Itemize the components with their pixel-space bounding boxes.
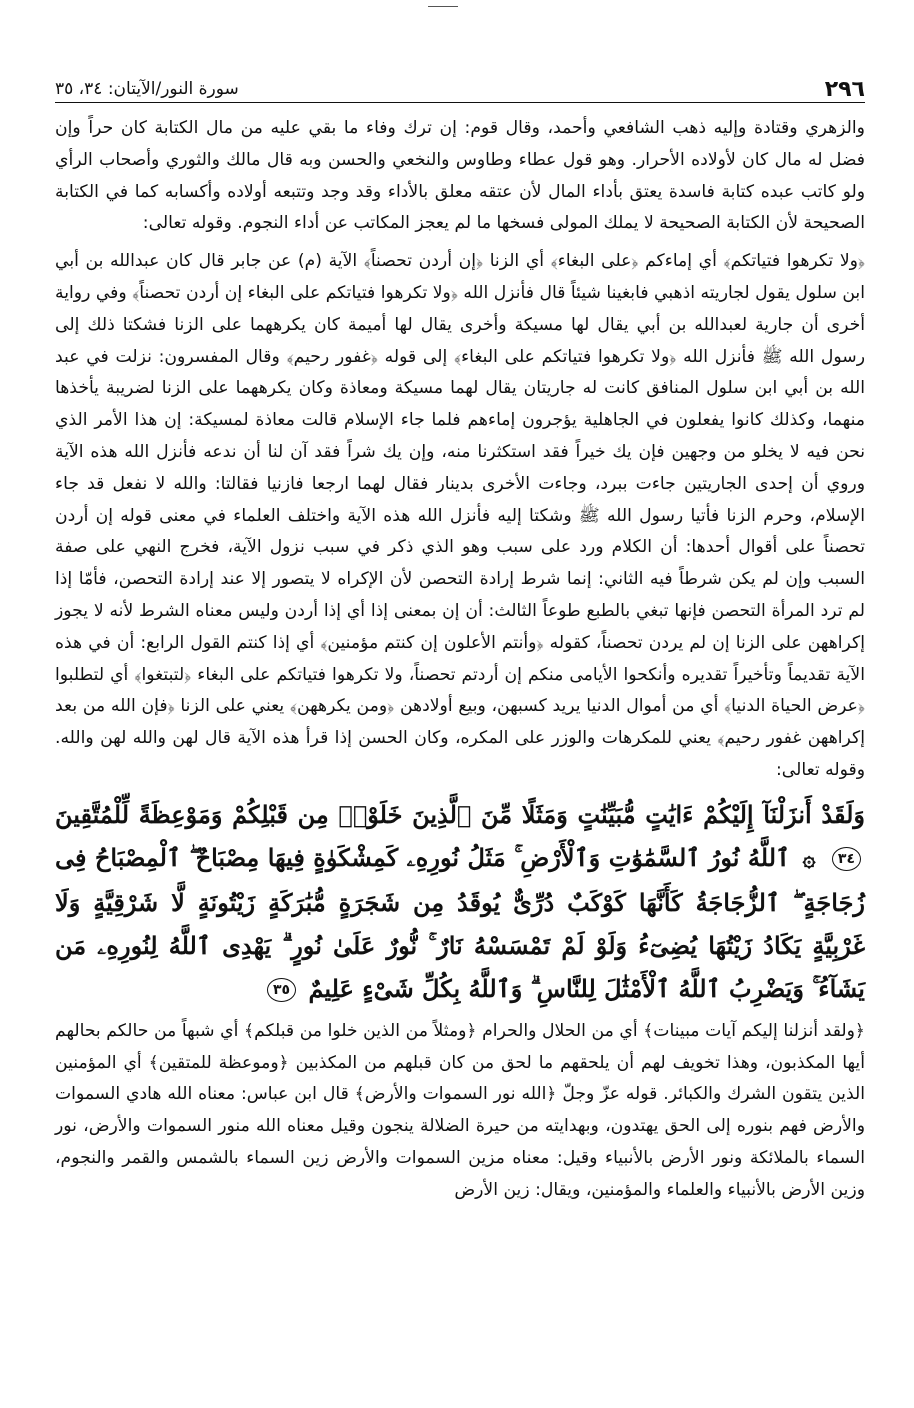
paragraph-1: والزهري وقتادة وإليه ذهب الشافعي وأحمد، وقال قوم: إن ترك وفاء ما بقي عليه من مال الكتابة كان حراً وإن فضل له مال كان لأولاده الأحرار. وهو قول عطاء وطاوس والنخعي والحسن وبه قال مالك والثوري وأصحاب الرأي ولو كاتب عبده كتابة فاسدة يعتق بأداء المال لأن عتقه معلق بالأداء وقد وجد وتتبعه أولاده وأكسابه كما في الكتابة الصحيحة لأن الكتابة الصحيحة لا يملك المولى فسخها ما لم يعجز المكاتب عن أداء النجوم. وقوله تعالى:	[55, 118, 865, 234]
running-title: سورة النور/الآيتان: ٣٤، ٣٥	[55, 79, 239, 99]
page-header	[55, 68, 865, 103]
ayah-marker-35: ٣٥	[267, 978, 296, 1002]
paragraph-2: ﴿ولا تكرهوا فتياتكم﴾ أي إماءكم ﴿على البغاء﴾ أي الزنا ﴿إن أردن تحصناً﴾ الآية (م) عن جابر قال كان عبدالله بن أبي ابن سلول يقول لجاريته اذهبي فابغينا شيئاً قال فأنزل الله ﴿ولا تكرهوا فتياتكم على البغاء إن أردن تحصناً﴾ وفي رواية أخرى أن جارية لعبدالله بن أبي يقال لها مسيكة وأخرى يقال لها أميمة كان يكرههما على الزنا فشكتا ذلك إلى رسول الله ﷺ فأنزل الله ﴿ولا تكرهوا فتياتكم على البغاء﴾ إلى قوله ﴿غفور رحيم﴾ وقال المفسرون: نزلت في عبد الله بن أبي ابن سلول المنافق كانت له جاريتان يقال لهما مسيكة ومعاذة وكان يكرههما على الزنا لضريبة يأخذها منهما، وكذلك كانوا يفعلون في الجاهلية يؤجرون إماءهم فلما جاء الإسلام قالت معاذة لمسيكة: إن هذا الأمر الذي نحن فيه لا يخلو من وجهين فإن يك خيراً فقد استكثرنا منه، وإن يك شراً فقد آن لنا أن ندعه فأنزل الله هذه الآية وروي أن إحدى الجاريتين جاءت ببرد، وجاءت الأخرى بدينار فقال لهما ارجعا فازنيا فقالتا: والله لا نفعل قد جاء الإسلام، وحرم الزنا فأتيا رسول الله ﷺ وشكتا إليه فأنزل الله هذه الآية واختلف العلماء في معنى قوله إن أردن تحصناً على أقوال أحدها: أن الكلام ورد على سبب وهو الذي ذكر في سبب نزول الآية، فخرج النهي على صفة السبب وإن لم يكن شرطاً فيه الثاني: إنما شرط إرادة التحصن لأن الإكراه لا يتصور إلا عند إرادة التحصن، فأمّا إذا لم ترد المرأة التحصن فإنها تبغي بالطبع طوعاً الثالث: أن إن بمعنى إذا أي إذا أردن وليس معناه الشرط لأنه لا يجوز إكراههن على الزنا إن لم يردن تحصناً، كقوله ﴿وأنتم الأعلون إن كنتم مؤمنين﴾ أي إذا كنتم القول الرابع: أن في هذه الآية تقديماً وتأخيراً تقديره وأنكحوا الأيامى منكم إن أردتم تحصناً، ولا تكرهوا فتياتكم على البغاء ﴿لتبتغوا﴾ أي لتطلبوا ﴿عرض الحياة الدنيا﴾ أي من أموال الدنيا يريد كسبهن، وبيع أولادهن ﴿ومن يكرههن﴾ يعني على الزنا ﴿فإن الله من بعد إكراههن غفور رحيم﴾ يعني للمكرهات والوزر على المكره، وكان الحسن إذا قرأ هذه الآية قال لهن والله لهن والله. وقوله تعالى:	[55, 251, 865, 780]
ayah-marker-34: ٣٤	[832, 847, 861, 871]
page-number: ٢٩٦	[824, 77, 865, 102]
paragraph-3: ﴿ولقد أنزلنا إليكم آيات مبينات﴾ أي من الحلال والحرام ﴿ومثلاً من الذين خلوا من قبلكم﴾ أي شبهاً من حالكم بحالهم أيها المكذبون، وهذا تخويف لهم أن يلحقهم ما لحق من كان قبلهم من المكذبين ﴿وموعظة للمتقين﴾ أي المؤمنين الذين يتقون الشرك والكبائر. قوله عزّ وجلّ ﴿الله نور السموات والأرض﴾ قال ابن عباس: معناه الله هادي السموات والأرض فهم بنوره إلى الحق يهتدون، وبهدايته من حيرة الضلالة ينجون وقيل معناه الله منور السموات والأرض، نور السماء بالملائكة ونور الأرض بالأنبياء وقيل: معناه مزين السموات والأرض زين السماء بالشمس والقمر والنجوم، وزين الأرض بالأنبياء والعلماء والمؤمنين، ويقال: زين الأرض	[55, 1020, 865, 1200]
quran-verse-34: وَلَقَدْ أَنزَلْنَآ إِلَيْكُمْ ءَايَٰتٍ مُّبَيِّنَٰتٍ وَمَثَلًا مِّنَ ٱلَّذِينَ خَلَوْا۟ مِن قَبْلِكُمْ وَمَوْعِظَةً لِّلْمُتَّقِينَ	[55, 799, 865, 829]
hizb-symbol: ۞	[802, 845, 816, 872]
quran-verses	[55, 793, 865, 1010]
book-page	[55, 68, 865, 1207]
top-edge-mark	[428, 6, 458, 7]
quran-verse-35: ٱللَّهُ نُورُ ٱلسَّمَٰوَٰتِ وَٱلْأَرْضِ ۚ مَثَلُ نُورِهِۦ كَمِشْكَوٰةٍ فِيهَا مِصْبَاحٌ ۖ ٱلْمِصْبَاحُ فِى زُجَاجَةٍ ۖ ٱلزُّجَاجَةُ كَأَنَّهَا كَوْكَبٌ دُرِّىٌّ يُوقَدُ مِن شَجَرَةٍ مُّبَٰرَكَةٍ زَيْتُونَةٍ لَّا شَرْقِيَّةٍ وَلَا غَرْبِيَّةٍ يَكَادُ زَيْتُهَا يُضِىٓءُ وَلَوْ لَمْ تَمْسَسْهُ نَارٌ ۚ نُّورٌ عَلَىٰ نُورٍ ۗ يَهْدِى ٱللَّهُ لِنُورِهِۦ مَن يَشَآءُ ۚ وَيَضْرِبُ ٱللَّهُ ٱلْأَمْثَٰلَ لِلنَّاسِ ۗ وَٱللَّهُ بِكُلِّ شَىْءٍ عَلِيمٌ	[55, 842, 865, 1003]
